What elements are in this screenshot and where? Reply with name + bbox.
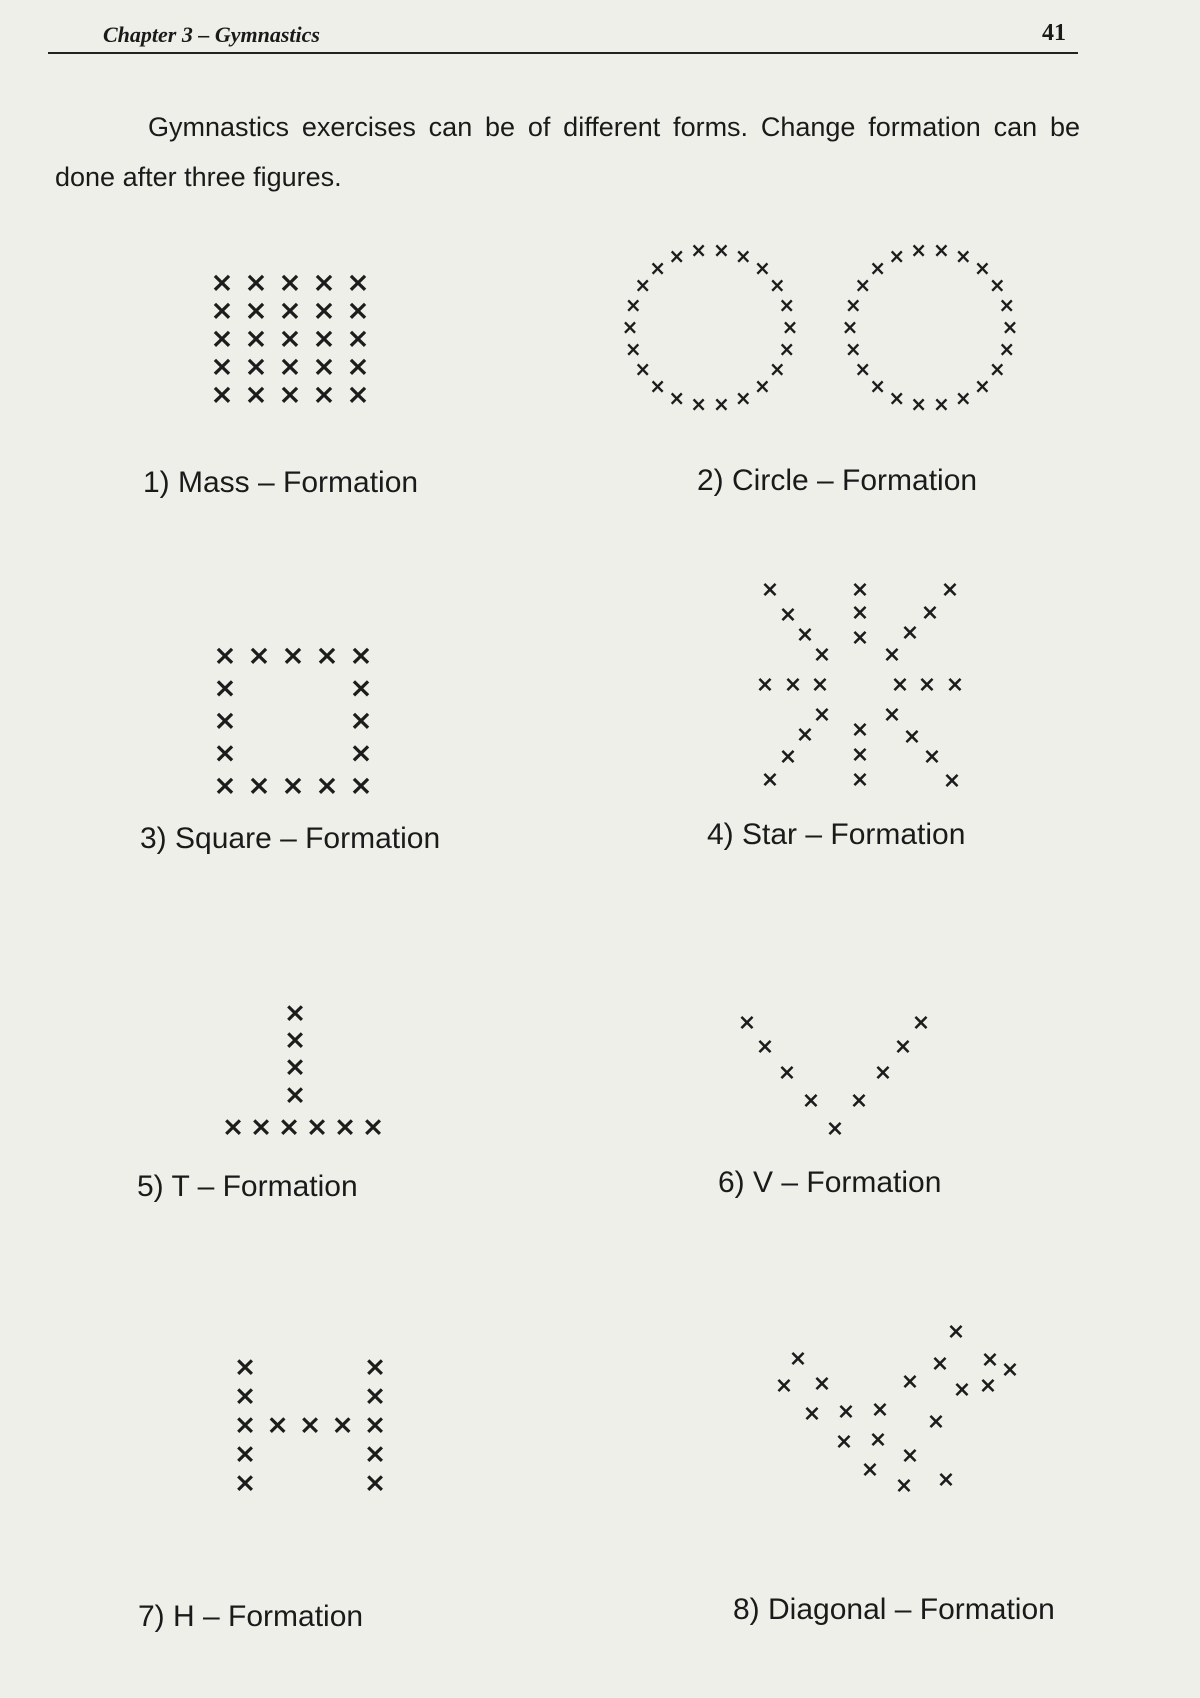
formation-marker: × <box>936 1467 956 1493</box>
page-header <box>48 16 1078 54</box>
formation-marker: × <box>244 349 268 383</box>
caption-t: 5) T – Formation <box>137 1170 358 1203</box>
formation-marker: × <box>624 336 642 361</box>
formation-marker: × <box>980 1347 1000 1373</box>
formation-marker: × <box>346 293 370 327</box>
formation-marker: × <box>1000 1357 1020 1383</box>
formation-marker: × <box>346 377 370 411</box>
formation-marker: × <box>281 768 305 802</box>
formation-marker: × <box>315 638 339 672</box>
formation-marker: × <box>894 1473 914 1499</box>
formation-marker: × <box>810 672 830 698</box>
formation-marker: × <box>910 392 927 417</box>
formation-marker: × <box>363 1467 387 1499</box>
formation-marker: × <box>911 1010 931 1036</box>
formation-marker: × <box>363 1380 387 1412</box>
formation-marker: × <box>210 377 234 411</box>
formation-marker: × <box>760 577 780 603</box>
formation-marker: × <box>668 244 686 269</box>
formation-marker: × <box>278 293 302 327</box>
formation-marker: × <box>649 373 666 398</box>
formation-marker: × <box>812 702 832 728</box>
formation-marker: × <box>890 672 910 698</box>
formation-marker: × <box>869 256 886 281</box>
formation-marker: × <box>801 1088 821 1114</box>
formation-marker: × <box>778 744 798 770</box>
formation-marker: × <box>283 1024 307 1056</box>
formation-marker: × <box>998 293 1016 318</box>
formation-marker: × <box>283 1079 307 1111</box>
caption-square: 3) Square – Formation <box>140 822 441 855</box>
formation-marker: × <box>281 638 305 672</box>
formation-marker: × <box>755 1034 775 1060</box>
formation-marker: × <box>844 336 862 361</box>
formation-marker: × <box>974 256 991 281</box>
formation-marker: × <box>755 672 775 698</box>
formation-marker: × <box>754 373 771 398</box>
formation-marker: × <box>668 385 686 410</box>
formation-marker: × <box>825 1116 845 1142</box>
caption-h: 7) H – Formation <box>138 1600 364 1633</box>
formation-marker: × <box>734 385 752 410</box>
formation-marker: × <box>634 272 652 297</box>
formation-marker: × <box>945 672 965 698</box>
formation-marker: × <box>331 1409 354 1441</box>
formation-marker: × <box>922 744 942 770</box>
formation-marker: × <box>213 638 237 672</box>
formation-marker: × <box>649 256 666 281</box>
formation-marker: × <box>312 349 336 383</box>
formation-marker: × <box>778 293 796 318</box>
formation-marker: × <box>734 244 752 269</box>
formation-marker: × <box>854 272 872 297</box>
formation-marker: × <box>210 349 234 383</box>
formation-marker: × <box>900 1443 920 1469</box>
formation-marker: × <box>233 1380 257 1412</box>
formation-marker: × <box>346 321 370 355</box>
caption-circle: 2) Circle – Formation <box>697 464 978 497</box>
formation-marker: × <box>363 1409 387 1441</box>
formation-marker: × <box>1001 315 1019 339</box>
formation-marker: × <box>882 642 902 668</box>
h-formation-diagram <box>225 1345 405 1505</box>
intro-paragraph: Gymnastics exercises can be of different forms. Change formation can be done after three figures. <box>55 112 1080 192</box>
formation-marker: × <box>812 1371 832 1397</box>
star-formation-diagram <box>750 577 990 805</box>
formation-marker: × <box>860 1457 880 1483</box>
formation-marker: × <box>213 768 237 802</box>
formation-marker: × <box>244 377 268 411</box>
formation-marker: × <box>283 997 307 1029</box>
page-number: 41 <box>1042 20 1066 46</box>
formation-marker: × <box>902 724 922 750</box>
formation-marker: × <box>737 1010 757 1036</box>
formation-marker: × <box>278 377 302 411</box>
formation-marker: × <box>850 577 870 603</box>
formation-marker: × <box>312 321 336 355</box>
formation-marker: × <box>802 1401 822 1427</box>
formation-marker: × <box>760 767 780 793</box>
formation-marker: × <box>930 1351 950 1377</box>
formation-marker: × <box>210 321 234 355</box>
t-formation-diagram <box>215 995 395 1155</box>
formation-marker: × <box>278 349 302 383</box>
formation-marker: × <box>349 736 373 769</box>
formation-marker: × <box>305 1111 329 1143</box>
formation-marker: × <box>946 1319 966 1345</box>
chapter-title: Chapter 3 – Gymnastics <box>103 22 320 47</box>
formation-marker: × <box>349 768 373 802</box>
v-formation-diagram <box>735 1005 935 1145</box>
formation-marker: × <box>283 1051 307 1083</box>
formation-marker: × <box>854 357 872 382</box>
formation-marker: × <box>754 256 771 281</box>
formation-marker: × <box>346 349 370 383</box>
formation-marker: × <box>795 722 815 748</box>
formation-marker: × <box>873 1060 893 1086</box>
caption-mass: 1) Mass – Formation <box>143 466 419 499</box>
formation-marker: × <box>244 265 268 299</box>
caption-diagonal: 8) Diagonal – Formation <box>733 1593 1055 1626</box>
formation-marker: × <box>213 736 237 769</box>
formation-marker: × <box>244 321 268 355</box>
formation-marker: × <box>933 237 950 262</box>
formation-marker: × <box>249 1111 273 1143</box>
formation-marker: × <box>363 1438 387 1470</box>
formation-marker: × <box>850 717 870 743</box>
formation-marker: × <box>988 357 1006 382</box>
formation-marker: × <box>621 315 639 339</box>
formation-marker: × <box>315 768 339 802</box>
formation-marker: × <box>634 357 652 382</box>
formation-marker: × <box>978 1373 998 1399</box>
formation-marker: × <box>349 638 373 672</box>
formation-marker: × <box>774 1373 794 1399</box>
formation-marker: × <box>870 1397 890 1423</box>
formation-marker: × <box>783 672 803 698</box>
formation-marker: × <box>768 357 786 382</box>
formation-marker: × <box>940 577 960 603</box>
formation-marker: × <box>312 377 336 411</box>
formation-marker: × <box>917 672 937 698</box>
formation-marker: × <box>844 293 862 318</box>
formation-marker: × <box>233 1409 257 1441</box>
formation-marker: × <box>210 265 234 299</box>
square-formation-diagram <box>205 635 405 802</box>
formation-marker: × <box>778 602 798 628</box>
formation-marker: × <box>333 1111 357 1143</box>
formation-marker: × <box>836 1399 856 1425</box>
formation-marker: × <box>277 1111 301 1143</box>
formation-marker: × <box>247 768 271 802</box>
formation-marker: × <box>954 244 972 269</box>
formation-marker: × <box>266 1409 289 1441</box>
formation-marker: × <box>954 385 972 410</box>
formation-marker: × <box>247 638 271 672</box>
formation-marker: × <box>213 671 237 704</box>
formation-marker: × <box>361 1111 385 1143</box>
formation-marker: × <box>713 392 730 417</box>
formation-marker: × <box>850 625 870 651</box>
formation-marker: × <box>233 1438 257 1470</box>
formation-marker: × <box>690 237 707 262</box>
formation-marker: × <box>363 1351 387 1383</box>
formation-marker: × <box>920 600 940 626</box>
formation-marker: × <box>210 293 234 327</box>
formation-marker: × <box>349 703 373 737</box>
formation-marker: × <box>233 1351 257 1383</box>
caption-star: 4) Star – Formation <box>707 818 966 851</box>
formation-marker: × <box>312 265 336 299</box>
formation-marker: × <box>926 1409 946 1435</box>
circle-formation-diagram <box>620 232 1020 422</box>
formation-marker: × <box>998 336 1016 361</box>
formation-marker: × <box>777 1060 797 1086</box>
formation-marker: × <box>221 1111 245 1143</box>
formation-marker: × <box>781 315 799 339</box>
formation-marker: × <box>778 336 796 361</box>
formation-marker: × <box>278 321 302 355</box>
formation-marker: × <box>868 1427 888 1453</box>
formation-marker: × <box>882 702 902 728</box>
formation-marker: × <box>233 1467 257 1499</box>
formation-marker: × <box>900 1369 920 1395</box>
diagonal-formation-diagram <box>760 1310 1060 1510</box>
formation-marker: × <box>952 1377 972 1403</box>
formation-marker: × <box>900 620 920 646</box>
formation-marker: × <box>933 392 950 417</box>
formation-marker: × <box>841 315 859 339</box>
formation-marker: × <box>850 767 870 793</box>
formation-marker: × <box>690 392 707 417</box>
formation-marker: × <box>888 244 906 269</box>
formation-marker: × <box>850 742 870 768</box>
formation-marker: × <box>346 265 370 299</box>
formation-marker: × <box>795 622 815 648</box>
formation-marker: × <box>624 293 642 318</box>
formation-marker: × <box>312 293 336 327</box>
formation-marker: × <box>869 373 886 398</box>
formation-marker: × <box>278 265 302 299</box>
formation-marker: × <box>768 272 786 297</box>
formation-marker: × <box>888 385 906 410</box>
formation-marker: × <box>850 600 870 626</box>
formation-marker: × <box>974 373 991 398</box>
formation-marker: × <box>349 671 373 704</box>
formation-marker: × <box>788 1346 808 1372</box>
formation-marker: × <box>298 1409 322 1441</box>
formation-marker: × <box>942 768 962 794</box>
formation-marker: × <box>988 272 1006 297</box>
mass-formation-diagram <box>200 262 400 422</box>
formation-marker: × <box>910 237 927 262</box>
formation-marker: × <box>213 703 237 737</box>
formation-marker: × <box>812 642 832 668</box>
formation-marker: × <box>713 237 730 262</box>
formation-marker: × <box>893 1034 913 1060</box>
caption-v: 6) V – Formation <box>718 1166 942 1199</box>
formation-marker: × <box>834 1429 854 1455</box>
formation-marker: × <box>849 1088 869 1114</box>
formation-marker: × <box>244 293 268 327</box>
